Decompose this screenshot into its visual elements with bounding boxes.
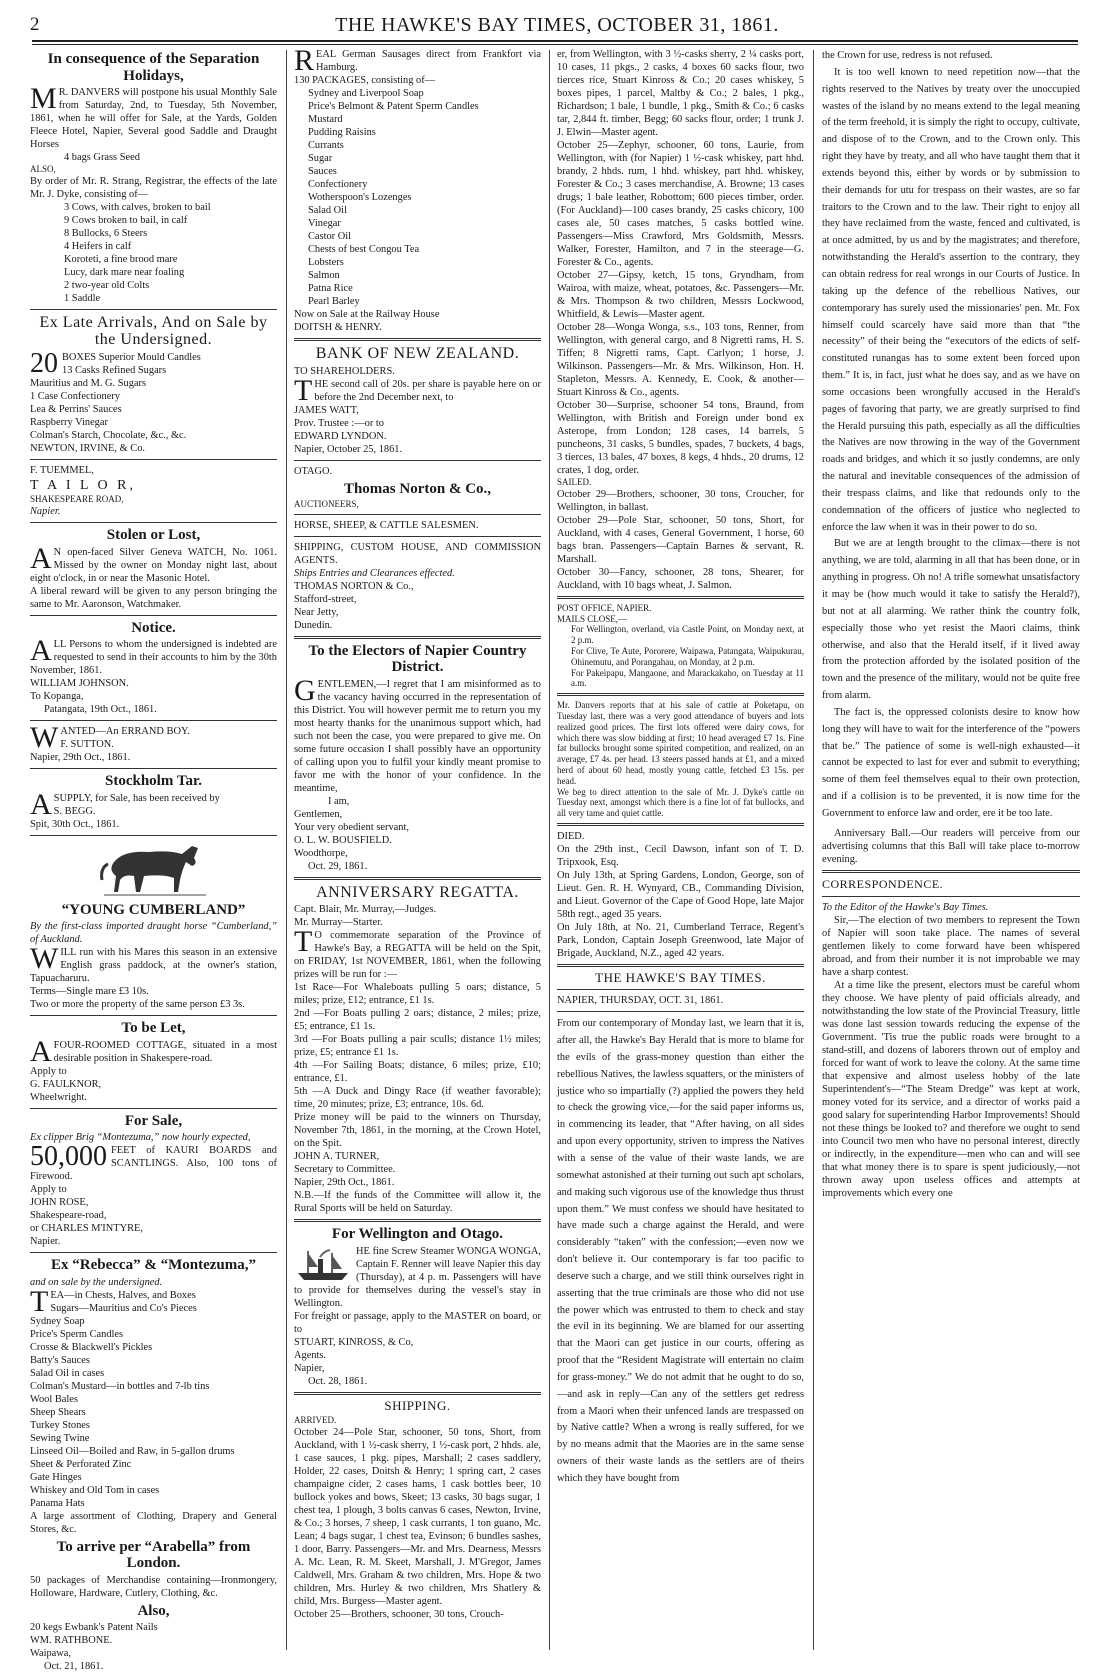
list-item: Sauces: [308, 166, 337, 177]
tailor-name: F. TUEMMEL,: [30, 464, 94, 476]
drop-cap: M: [30, 82, 57, 115]
shipping-section: [294, 1399, 541, 1621]
regatta-race: 5th —A Duck and Dingy Race (if weather favorable); time, 20 minutes; prize, £3; entrance, 10s. 6d.: [294, 1086, 541, 1111]
divider: [294, 460, 541, 461]
list-item: Castor Oil: [308, 231, 352, 242]
tailor-town: Napier.: [30, 506, 61, 518]
list-item: Lucy, dark mare near foaling: [64, 266, 185, 278]
divider: [822, 896, 1080, 897]
wellington-body: HE fine Screw Steamer WONGA WONGA, Captain F. Renner will leave Napier this day (Thursday), at 4 p. m. Passengers will have to provide for themselves during the vessel's stay in Wellington.: [294, 1245, 541, 1309]
dyke-notice: We beg to direct attention to the sale of Mr. J. Dyke's cattle on Tuesday next, amongst which there is a fine lot of fat bullocks, and all very tame and quiet cattle.: [557, 786, 804, 819]
divider: [30, 1252, 277, 1253]
shipping-continued: er, from Wellington, with 3 ½-casks sherry, 2 ¼ casks port, 10 cases, 11 pkgs., 2 casks, 4 boxes 60 sacks flour, two tierces rice, Stuart Kinross & Co.; 20 cases whiskey, 5 boxes pipes, 1 parcel, Maltby & Co.; 2 bales, 1 pkg., Richardson; 1 bale, 1 bundle, 1 pkg., Smith & Co.; 6 casks tar, 2,844 ft. timber, Begg; 60 sacks flour, order; 1 trunk J. J. Elwin—Master agent.: [557, 49, 804, 138]
drop-cap: A: [30, 787, 52, 821]
shipping-last: October 25—Brothers, schooner, 30 tons, Crouch-: [294, 1609, 504, 1621]
regatta-date: Napier, 29th Oct., 1861.: [294, 1177, 395, 1189]
arrivals-signature: NEWTON, IRVINE, & Co.: [30, 442, 145, 454]
also-heading: Also,: [137, 1602, 170, 1619]
divider: [30, 309, 277, 310]
arrival-entry: October 30—Surprise, schooner 54 tons, Braund, from Wellington, with British and Foreign under bond ex Asterope, from London; 128 cases, 14 barrels, 5 puncheons, 31 casks, 5 bundles, spades, 7 buckets, 4 bags, 3 tierces, 13 bales, 47 boxes, 8 kegs, 4 hhds., 20 drums, 12 crates, 1 dog, order.: [557, 400, 804, 476]
bank-ad: [294, 345, 541, 456]
divider: [557, 964, 804, 967]
correspondence-body: Sir,—The election of two members to represent the Town of Napier will soon take place. The names of several gentlemen likely to come forward have been whispered abroad, and from their number it is not improbable we may have a sharp contest.: [822, 914, 1080, 978]
arrival-entry: October 25—Zephyr, schooner, 60 tons, Laurie, from Wellington, with (for Napier) 1 ½-cask whiskey, part hhd. brandy, 2 hhds. rum, 1 hhd. whiskey, part hhd. whiskey, Forester & Co.; 3 cases merchandise, A. Browne; 13 cases drugs; 1 bale leather, Robottom; 600 pieces timber, order. (For Auckland)—100 cases brandy, 25 casks chicory, 100 cases ale, 50 cases matches, 5 casks bottled wine. Passengers—Miss Crawford, Mrs Goldsmith, Messrs. Walker, Forester, Hamilton, and 7 in the steerage—G. Forester & Co., agents.: [557, 140, 804, 268]
separation-ad: [30, 51, 277, 305]
column-divider: [813, 50, 814, 1650]
rebecca-sub: and on sale by the undersigned.: [30, 1276, 163, 1288]
german-signature: DOITSH & HENRY.: [294, 322, 382, 333]
divider: [30, 1108, 277, 1109]
norton-sub: AUCTIONEERS,: [294, 499, 359, 510]
errand-signature: F. SUTTON.: [60, 739, 114, 751]
divider: [30, 835, 277, 836]
editorial-body: From our contemporary of Monday last, we learn that it is, after all, the Hawke's Bay Herald that is more to blame for the evils of the grass-money question than either the rebellious Natives, the lawless squatters, or the ministers of justice who so impartially (?) applied the powers they held to check the growing vice,—for the said paper informs us, in commencing its leader, that “After having, on all sides and upon every opportunity, striven to impress the Natives with a sense of the value of their waste lands, we are somewhat astonished at their turning out such apt scholars, and making such vigorous use of the knowledge thus thrust upon them.” We must confess we should have hesitated to have made such a charge against the Herald, and were considerably “taken” with the confession;—even now we don't believe it. Our contemporary is far too pacific to deserve such a charge, and we still think ourselves right in asserting that the true criminals are those who did not use the power which was entrusted to them to check and stay the evil in its beginning. We are blamed for our asserting that the Maori can get justice in our courts, offering as proof that the “Resident Magistrate will entertain no claim for grass-money.” We do not admit that he ought to do so,—and ask in reply—Can any of the settlers get redress from a Maori when their unfenced lands are trespassed on by Native cattle? When a wrong is really suffered, for we by no means admit that the Maories are in the same sense owners of their waste lands as the settlers are of theirs which they have bought from: [557, 1018, 805, 1485]
regatta-race: 4th —For Sailing Boats; distance, 6 miles; prize, £10; entrance, £1.: [294, 1060, 541, 1085]
bank-signature-1b: Prov. Trustee :—or to: [294, 417, 384, 429]
arabella-body: 50 packages of Merchandise containing—Ironmongery, Holloware, Hardware, Cutlery, Clothing, &c.: [30, 1574, 277, 1599]
divider: [557, 989, 804, 990]
list-item: Gate Hinges: [30, 1471, 82, 1483]
separation-grass: 4 bags Grass Seed: [64, 152, 140, 163]
stolen-body: N open-faced Silver Geneva WATCH, No. 1061. Missed by the owner on Monday night last, about eight o'clock, in or near the Masonic Hotel.: [30, 546, 277, 584]
norton-address-2: Near Jetty,: [294, 606, 339, 618]
list-item: Salmon: [308, 270, 340, 281]
list-item: 4 Heifers in calf: [64, 240, 132, 252]
column-4: [822, 48, 1080, 1653]
bank-to: TO SHAREHOLDERS.: [294, 365, 395, 377]
german-body: EAL German Sausages direct from Frankfort via Hamburg.: [316, 49, 541, 73]
wellington-freight: For freight or passage, apply to the MASTER on board, or to: [294, 1310, 541, 1335]
divider: [822, 870, 1080, 873]
danvers-report: Mr. Danvers reports that at his sale of cattle at Poketapu, on Tuesday last, there was a very good attendance of buyers and lots realized good prices. The first lots offered were dairy cows, for which there was slow bidding at first; 10 head averaged £7 1s. Fine fat bullocks brought some spirited competition, and realized, on an average, £7 4s. per head. 13 steers passed hands at £1, and a mixed herd of about 60 head, mostly young cattle, fetched £3 15s. per head.: [557, 700, 804, 786]
shipping-sub: ARRIVED.: [294, 1415, 337, 1426]
list-item: 13 Casks Refined Sugars: [62, 364, 167, 376]
horse-illustration-icon: [94, 840, 214, 898]
post-heading: POST OFFICE, NAPIER.: [557, 602, 652, 613]
list-item: Mauritius and M. G. Sugars: [30, 377, 147, 389]
sale-signature-1: JOHN ROSE,: [30, 1197, 89, 1209]
sale-apply: Apply to: [30, 1184, 67, 1196]
list-item: 3 Cows, with calves, broken to bail: [64, 201, 211, 213]
german-ad: [294, 44, 541, 334]
electors-body: ENTLEMEN,—I regret that I am misinformed as to the vacancy having occurred in the representation of this District. You will however permit me to return you my most hearty thanks for the unanimous support which, had such not been the case, you were prepared to give me. On some future occasion I shall possibly have an opportunity of calling upon you to fulfil your kindly meant promise to favor me with the honor of your confidence. In the meantime,: [294, 678, 541, 794]
column-divider: [549, 50, 550, 1650]
regatta-race: 1st Race—For Whaleboats pulling 5 oars; distance, 5 miles; prize, £12; entrance, £1 1s.: [294, 982, 541, 1007]
norton-ad: [294, 465, 541, 632]
list-item: 2 two-year old Colts: [64, 279, 150, 291]
let-body: FOUR-ROOMED COTTAGE, situated in a most desirable position in Shakespere-road.: [53, 1039, 277, 1064]
german-items: [294, 87, 541, 308]
rebecca-heading: Ex “Rebecca” & “Montezuma,”: [51, 1257, 256, 1274]
list-item: 9 Cows broken to bail, in calf: [64, 214, 188, 226]
errand-date: Napier, 29th Oct., 1861.: [30, 752, 131, 764]
list-item: Colman's Mustard—in bottles and 7-lb tins: [30, 1380, 210, 1392]
drop-cap: W: [30, 942, 59, 976]
norton-line-1: HORSE, SHEEP, & CATTLE SALESMEN.: [294, 519, 479, 531]
died-entry: On the 29th inst., Cecil Dawson, infant son of T. D. Tripxook, Esq.: [557, 843, 804, 868]
also-ad: [30, 1603, 277, 1673]
notice-heading: Notice.: [131, 619, 176, 636]
post-line: For Wellington, overland, via Castle Point, on Monday next, at 2 p.m.: [571, 624, 804, 646]
sale-town: Napier.: [30, 1236, 61, 1248]
tar-body: SUPPLY, for Sale, has been received by: [53, 792, 220, 804]
divider: [294, 877, 541, 880]
list-item: Turkey Stones: [30, 1419, 90, 1431]
divider: [294, 338, 541, 341]
died-entry: On July 13th, at Spring Gardens, London, George, son of Lieut. Gen. R. H. Wynyard, CB., Commanding Division, and Lieut. Governor of the Cape of Good Hope, late Major 58th regt., aged 35 years.: [557, 869, 804, 920]
divider: [30, 615, 277, 616]
wellington-heading: For Wellington and Otago.: [331, 1226, 504, 1243]
arrivals-heading: Ex Late Arrivals, And on Sale by the Undersigned.: [39, 313, 268, 349]
divider: [294, 636, 541, 639]
list-item: Whiskey and Old Tom in cases: [30, 1484, 160, 1496]
stolen-heading: Stolen or Lost,: [106, 527, 201, 544]
divider: [30, 720, 277, 721]
sailing-entry: October 29—Brothers, schooner, 30 tons, Croucher, for Wellington, in ballast.: [557, 488, 804, 513]
regatta-race: 3rd —For Boats pulling a pair sculls; distance 1½ miles; prize, £5; entrance £1 1s.: [294, 1034, 541, 1059]
list-item: Koroteti, a fine brood mare: [64, 253, 178, 265]
let-ad: [30, 1020, 277, 1104]
post-mails: MAILS CLOSE,—: [557, 613, 628, 624]
notice-place: To Kopanga,: [30, 691, 84, 703]
notice-signature: WILLIAM JOHNSON.: [30, 678, 129, 690]
norton-otago: OTAGO.: [294, 465, 333, 477]
wellington-role: Agents.: [294, 1349, 327, 1361]
sale-body: FEET of KAURI BOARDS and SCANTLINGS. Also, 100 tons of Firewood.: [30, 1145, 277, 1183]
let-apply: Apply to: [30, 1065, 67, 1077]
post-line: For Clive, Te Aute, Pororere, Waipawa, Patangata, Waipukurau, Ohinemutu, and Porangahau, on Monday, at 2 p.m.: [571, 645, 804, 667]
norton-line-2: SHIPPING, CUSTOM HOUSE, AND COMMISSION AGENTS.: [294, 541, 541, 566]
drop-cap: W: [30, 721, 59, 755]
divider: [557, 823, 804, 826]
bank-signature-1: JAMES WATT,: [294, 404, 359, 416]
regatta-race: 2nd —For Boats pulling 2 oars; distance, 2 miles; prize, £5; entrance, £1 1s.: [294, 1008, 541, 1033]
column-divider: [286, 50, 287, 1650]
notice-ad: [30, 620, 277, 717]
electors-ad: [294, 643, 541, 873]
column-3: [557, 48, 804, 1653]
list-item: Sugars—Mauritius and Co's Pieces: [50, 1302, 197, 1314]
tailor-trade: T A I L O R,: [30, 477, 137, 493]
tar-heading: Stockholm Tar.: [105, 773, 202, 790]
column-1: [30, 48, 277, 1673]
regatta-judges: Capt. Blair, Mr. Murray,—Judges.: [294, 904, 437, 916]
sale-signature-2: or CHARLES M'INTYRE,: [30, 1223, 143, 1235]
errand-boy-ad: [30, 721, 277, 764]
horse-ad: [30, 840, 277, 1012]
rebecca-first: EA—in Chests, Halves, and Boxes: [50, 1289, 196, 1301]
list-item: 1 Case Confectionery: [30, 390, 121, 402]
norton-signature: THOMAS NORTON & Co.,: [294, 580, 414, 592]
list-item: Batty's Sauces: [30, 1354, 90, 1366]
norton-line-3: Ships Entries and Clearances effected.: [294, 567, 455, 579]
let-signature: G. FAULKNOR,: [30, 1078, 102, 1090]
bank-heading: BANK OF NEW ZEALAND.: [315, 345, 520, 362]
divider: [557, 596, 804, 599]
drop-cap: T: [30, 1284, 49, 1318]
list-item: Wotherspoon's Lozenges: [308, 192, 412, 203]
rebecca-ad: [30, 1257, 277, 1536]
died-entry: On July 18th, at No. 21, Cumberland Terrace, Regent's Park, London, Captain Joseph Greenwood, late Major of Brigade, Auckland, N.Z., aged 42 years.: [557, 921, 804, 959]
drop-cap: A: [30, 634, 52, 668]
correspondence-section: [822, 877, 1080, 1200]
separation-heading: In consequence of the Separation Holidays,: [47, 51, 260, 84]
separation-order: By order of Mr. R. Strang, Registrar, the effects of the late Mr. J. Dyke, consisting of—: [30, 175, 277, 200]
shipping-body: October 24—Pole Star, schooner, 50 tons, Short, from Auckland, with 1 ½-cask sherry, 1 ½-cask port, 2 hhds. ale, 1 case sauces, 1 pkg. pipes, Marshall; 2 cases saddlery, Holder, 22 cases, Doitsh & Henry; 1 spring cart, 2 cases champaigne cider, 2 cases hams, 1 cask bottles beer, 10 bullock yokes and bows, Skeet; 13 casks, 30 bags sugar, 1 chest tea, 1 plough, 3 bolts canvas 6 cases, Newton, Irvine, & Co.; 3 horses, 7 sheep, 1 cask currants, 1 ton guano, Mc. Lean; 4 bags sugar, 1 chest tea, Evinson; 6 bundles sashes, 1 door, Barry. Passengers—Mr. and Mrs. Dearness, Messrs A. Mc. Lean, R. M. Skeet, Marshall, J. M'Gregor, James Caldwell, Mrs. Graham & two children, Mrs. Hope & two children, Mrs. Hurley & two children, Mrs Shatlery & child, Mrs. Burgess—Master agent.: [294, 1427, 541, 1608]
horse-body: ILL run with his Mares this season in an extensive English grass paddock, at the owner's station, Tapuacharuru.: [30, 947, 277, 985]
page-number: 2: [30, 14, 40, 35]
notice-date: Patangata, 19th Oct., 1861.: [44, 704, 157, 716]
post-line: For Pakeipapu, Mangaone, and Marackakaho, on Tuesday at 11 a.m.: [571, 667, 804, 689]
newspaper-title: THE HAWKE'S BAY TIMES, OCTOBER 31, 1861.: [335, 14, 779, 36]
list-item: Wool Bales: [30, 1393, 78, 1405]
regatta-ad: [294, 884, 541, 1216]
list-item: Sugar: [308, 153, 333, 164]
list-item: Pudding Raisins: [308, 127, 376, 138]
column-2: [294, 44, 541, 1653]
regatta-heading: ANNIVERSARY REGATTA.: [316, 883, 519, 901]
let-trade: Wheelwright.: [30, 1091, 87, 1103]
post-office-section: [557, 603, 804, 689]
masthead: [0, 0, 1114, 48]
regatta-prize: Prize money will be paid to the winners on Thursday, November 7th, 1861, in the morning, at the Crown Hotel, on the Spit.: [294, 1112, 541, 1150]
horse-terms: Terms—Single mare £3 10s.: [30, 986, 149, 998]
wellington-place: Napier,: [294, 1362, 325, 1374]
list-item: Pearl Barley: [308, 296, 360, 307]
masthead-rule: [32, 40, 1078, 42]
arrivals-ad: [30, 314, 277, 455]
list-item: Sewing Twine: [30, 1432, 90, 1444]
sale-number: 50,000: [30, 1141, 107, 1173]
died-section: [557, 830, 804, 960]
editorial-paragraph: But we are at length brought to the climax—there is not anything, we are told, alarming in all that has been done, or in anything in progress. Oh no! A trifle somewhat unsatisfactory it may be (how much would it take to satisfy the Herald?), but not at all alarming. We rather think the country folk, especially those who yet resist the Maori claims, think otherwise, and also that the Herald itself, if it lived away from the protection afforded by the isolated position of the town and the presence of the military, would not be quite free from alarm.: [822, 538, 1080, 702]
tailor-ad: [30, 464, 277, 518]
stolen-ad: [30, 527, 277, 611]
divider: [30, 522, 277, 523]
sale-signature-1b: Shakespeare-road,: [30, 1210, 107, 1222]
also-signature: WM. RATHBONE.: [30, 1635, 113, 1647]
list-item: A large assortment of Clothing, Drapery and General Stores, &c.: [30, 1510, 277, 1535]
sale-sub: Ex clipper Brig “Montezuma,” now hourly expected,: [30, 1132, 251, 1144]
editorial-dateline: NAPIER, THURSDAY, OCT. 31, 1861.: [557, 995, 724, 1007]
drop-cap: T: [294, 925, 313, 959]
list-item: Currants: [308, 140, 344, 151]
list-item: 8 Bullocks, 6 Steers: [64, 227, 148, 239]
divider: [557, 693, 804, 696]
sailing-entry: October 30—Fancy, schooner, 28 tons, Shearer, for Auckland, with 10 bags wheat, J. Salmon.: [557, 566, 804, 591]
list-item: Sydney and Liverpool Soap: [308, 88, 424, 99]
list-item: Confectionery: [308, 179, 368, 190]
tar-signature: S. BEGG.: [53, 805, 96, 817]
drop-cap: A: [30, 1034, 52, 1068]
regatta-nb: N.B.—If the funds of the Committee will allow it, the Rural Sports will be held on Saturday.: [294, 1190, 541, 1215]
divider: [30, 1015, 277, 1016]
list-item: Panama Hats: [30, 1497, 85, 1509]
divider: [30, 768, 277, 769]
wellington-signature: STUART, KINROSS, & Co,: [294, 1336, 414, 1348]
editorial-paragraph: The fact is, the oppressed colonists desire to know how long they will have to wait for the interference of the “powers that be.” The patience of some is well-nigh exhausted—it cannot be expected to last for ever and submit to everything; some of them feel themselves equal to their own protection, and if a collision is to be prevented, it is now time for the Government to enforce law and order, ere it be too late.: [822, 706, 1080, 819]
electors-date: Oct. 29, 1861.: [308, 860, 368, 872]
list-item: Sydney Soap: [30, 1315, 85, 1327]
divider: [30, 459, 277, 460]
tailor-road: SHAKESPEARE ROAD,: [30, 494, 124, 505]
correspondence-to: To the Editor of the Hawke's Bay Times.: [822, 901, 989, 913]
list-item: Raspberry Vinegar: [30, 416, 108, 428]
masthead-rule-thin: [32, 44, 1078, 45]
arabella-heading: To arrive per “Arabella” from London.: [56, 1538, 251, 1572]
list-item: Price's Belmont & Patent Sperm Candles: [308, 101, 479, 112]
norton-address-3: Dunedin.: [294, 619, 333, 631]
electors-heading: To the Electors of Napier Country District.: [308, 642, 527, 676]
arabella-ad: [30, 1539, 277, 1600]
list-item: Sheet & Perforated Zinc: [30, 1458, 132, 1470]
divider: [294, 536, 541, 537]
sailing-entry: October 29—Pole Star, schooner, 50 tons, Short, for Auckland, with 4 cases, General Government, 1 horse, 60 bags bran. Passengers—Captain Barnes & servant, R. Marshall.: [557, 514, 804, 565]
list-item: Sheep Shears: [30, 1406, 86, 1418]
horse-byline: By the first-class imported draught horse “Cumberland,” of Auckland.: [30, 921, 277, 946]
also-place: Waipawa,: [30, 1648, 71, 1660]
list-item: Price's Sperm Candles: [30, 1328, 124, 1340]
errand-body: ANTED—An ERRAND BOY.: [60, 726, 190, 738]
sale-ad: [30, 1113, 277, 1249]
separation-also: ALSO,: [30, 164, 56, 174]
editorial-paragraph: It is too well known to need repetition now—that the rights reserved to the Natives by treaty over the unoccupied wastes of the island by no means extend to the legal meaning of the term freehold, it is simply the right to occupy, cultivate, and dispose of to the Crown, and to the Crown only. This right they have by treaty, and all who have taught them that it extends beyond this, either by words or by submission to their demands for utu for trespass on their wastes, are so far traitors to the Crown and to the law. Their right to enjoy all they have reclaimed from the waste, fenced and cultivated, is at once admitted, by us and by the magistrates; and therefore, notwithstanding the Herald's assertion to the contrary, they can obtain redress for real wrongs in our Courts of Justice. In taking up the defence of the rebellious Natives, our contemporary has surely used the missionaries' pen. Mr. Fox himself could scarcely have said more than that “the necessity” of their being the “executors of the edicts of self-constituted runangas has to some extent been forced upon them.” It is, in fact, just what he does say, and as we have on some occasions been wrongfully accused in the Herald's pages of favoring that party, we are greatly surprised to find the Herald pursuing this path, especially as all the difficulties the Natives are now throwing in the way of the Government roads and bridges, and which it so justly condemns, are only the natural and inevitable consequences of the admission of their trespass claims, and like that redounds only to the condemnation of the officers of justice who neglected to enforce the law when it was in their power to do so.: [822, 66, 1080, 533]
correspondence-body-2: At a time like the present, electors must be careful whom they choose. We have plenty of paid officials already, and notwithstanding the low state of the Provincial Treasury, little was done last session towards reducing the expense of the Government. 'Tis true the public roads were brought to a stand-still, and dozens of laborers thrown out of employ and forced for want of work to leave the colony. At the same time that expensive and almost useless hobby of the late Superintendent's—“The Steam Dredge” was kept at work, money voted for its service, and a director of works paid a good salary for superintending Harbor Improvements! Should not these things be looked to? and therefore we ought to send into Council two men who have no personal interest, directly or indirectly, in the expenditure—men who can and will see that what money there is to spare is spent judiciously,—not thrown away upon useless offices and attempts at improvements which every one: [822, 979, 1080, 1199]
regatta-role: Secretary to Committee.: [294, 1164, 396, 1176]
correspondence-heading: CORRESPONDENCE.: [822, 876, 944, 891]
electors-signature: O. L. W. BOUSFIELD.: [294, 834, 392, 846]
notice-body: LL Persons to whom the undersigned is indebted are requested to send in their accounts to him by the 30th November, 1861.: [30, 639, 277, 677]
stolen-reward: A liberal reward will be given to any person bringing the same to Mr. Aaronson, Watchmaker.: [30, 585, 277, 610]
list-item: Salad Oil in cases: [30, 1367, 105, 1379]
list-item: Lobsters: [308, 257, 344, 268]
norton-heading: Thomas Norton & Co.,: [343, 480, 492, 497]
list-item: Salad Oil: [308, 205, 347, 216]
list-item: Chests of best Congou Tea: [308, 244, 420, 255]
anniversary-ball-notice: Anniversary Ball.—Our readers will perceive from our advertising columns that this Ball will take place to-morrow evening.: [822, 827, 1080, 865]
regatta-starter: Mr. Murray—Starter.: [294, 917, 383, 929]
bank-signature-2: EDWARD LYNDON.: [294, 430, 387, 442]
separation-body: R. DANVERS will postpone his usual Monthly Sale from Saturday, 2nd, to Tuesday, 5th November, 1861, when he will offer for Sale, at the Yards, Golden Fleece Hotel, Napier, Several good Saddle and Draught Horses: [30, 87, 277, 150]
electors-place: Woodthorpe,: [294, 847, 348, 859]
arrival-entry: October 28—Wonga Wonga, s.s., 103 tons, Renner, from Wellington, with general cargo, and 8 Nigretti rams, H. S. Tiffen; 8 Nigretti rams, Capt. Carlyon; 1 horse, J. Wilkinson. Passengers—Mr. & Mrs. Wilkinson, Hon. H. Stapleton, Messrs. A. Kennedy, E. Cook, & another—Stuart Kinross & Co., agents.: [557, 322, 804, 398]
wellington-date: Oct. 28, 1861.: [308, 1375, 368, 1387]
editorial: [557, 971, 804, 1488]
tar-date: Spit, 30th Oct., 1861.: [30, 818, 120, 830]
electors-iam: I am,: [328, 795, 350, 807]
tar-ad: [30, 773, 277, 831]
separation-items: [30, 201, 277, 305]
let-heading: To be Let,: [121, 1020, 186, 1037]
editorial-masthead: THE HAWKE'S BAY TIMES.: [595, 969, 766, 985]
list-item: Vinegar: [308, 218, 341, 229]
also-date: Oct. 21, 1861.: [44, 1661, 104, 1673]
editorial-continued: the Crown for use, redress is not refused.: [822, 50, 993, 61]
shipping-heading: SHIPPING.: [384, 1397, 451, 1413]
german-packages: 130 PACKAGES, consisting of—: [294, 75, 436, 86]
arrival-entry: October 27—Gipsy, ketch, 15 tons, Gryndham, from Wairoa, with maize, wheat, potatoes, &c. Passengers—Mr. & Mrs. Thompson & two children, Messrs Lockwood, Whitfield, & Lewis—Master agent.: [557, 270, 804, 320]
list-item: 1 Saddle: [64, 292, 101, 304]
electors-gentlemen: Gentlemen,: [294, 808, 343, 820]
sale-heading: For Sale,: [124, 1112, 183, 1129]
wellington-ad: [294, 1226, 541, 1388]
norton-address-1: Stafford-street,: [294, 593, 357, 605]
died-heading: DIED.: [557, 830, 585, 842]
divider: [294, 1392, 541, 1395]
arrivals-first: BOXES Superior Mould Candles: [62, 351, 201, 363]
list-item: Crosse & Blackwell's Pickles: [30, 1341, 153, 1353]
drop-cap: T: [294, 373, 313, 407]
electors-servant: Your very obedient servant,: [294, 821, 409, 833]
list-item: Linseed Oil—Boiled and Raw, in 5-gallon drums: [30, 1445, 235, 1457]
german-sale: Now on Sale at the Railway House: [294, 309, 440, 320]
bank-date: Napier, October 25, 1861.: [294, 443, 403, 455]
drop-cap: G: [294, 673, 316, 707]
steamer-illustration-icon: [294, 1247, 352, 1283]
divider: [557, 1011, 804, 1012]
list-item: Colman's Starch, Chocolate, &c., &c.: [30, 429, 187, 441]
bank-body: HE second call of 20s. per share is payable here on or before the 2nd December next, to: [314, 378, 541, 403]
list-item: Lea & Perrins' Sauces: [30, 403, 122, 415]
list-item: Mustard: [308, 114, 343, 125]
arrivals-number: 20: [30, 347, 58, 379]
horse-terms-2: Two or more the property of the same person £3 3s.: [30, 999, 245, 1011]
divider: [294, 1219, 541, 1222]
list-item: Patna Rice: [308, 283, 353, 294]
drop-cap: A: [30, 541, 52, 575]
divider: [294, 514, 541, 515]
drop-cap: R: [294, 44, 315, 77]
sailed-heading: SAILED.: [557, 477, 592, 487]
regatta-body: O commemorate separation of the Province of Hawke's Bay, a REGATTA will be held on the Spit, on FRIDAY, 1st NOVEMBER, 1861, when the following prizes will be run for :—: [294, 930, 541, 981]
also-body: 20 kegs Ewbank's Patent Nails: [30, 1622, 158, 1634]
horse-heading: “YOUNG CUMBERLAND”: [61, 901, 246, 918]
regatta-signature: JOHN A. TURNER,: [294, 1151, 380, 1163]
